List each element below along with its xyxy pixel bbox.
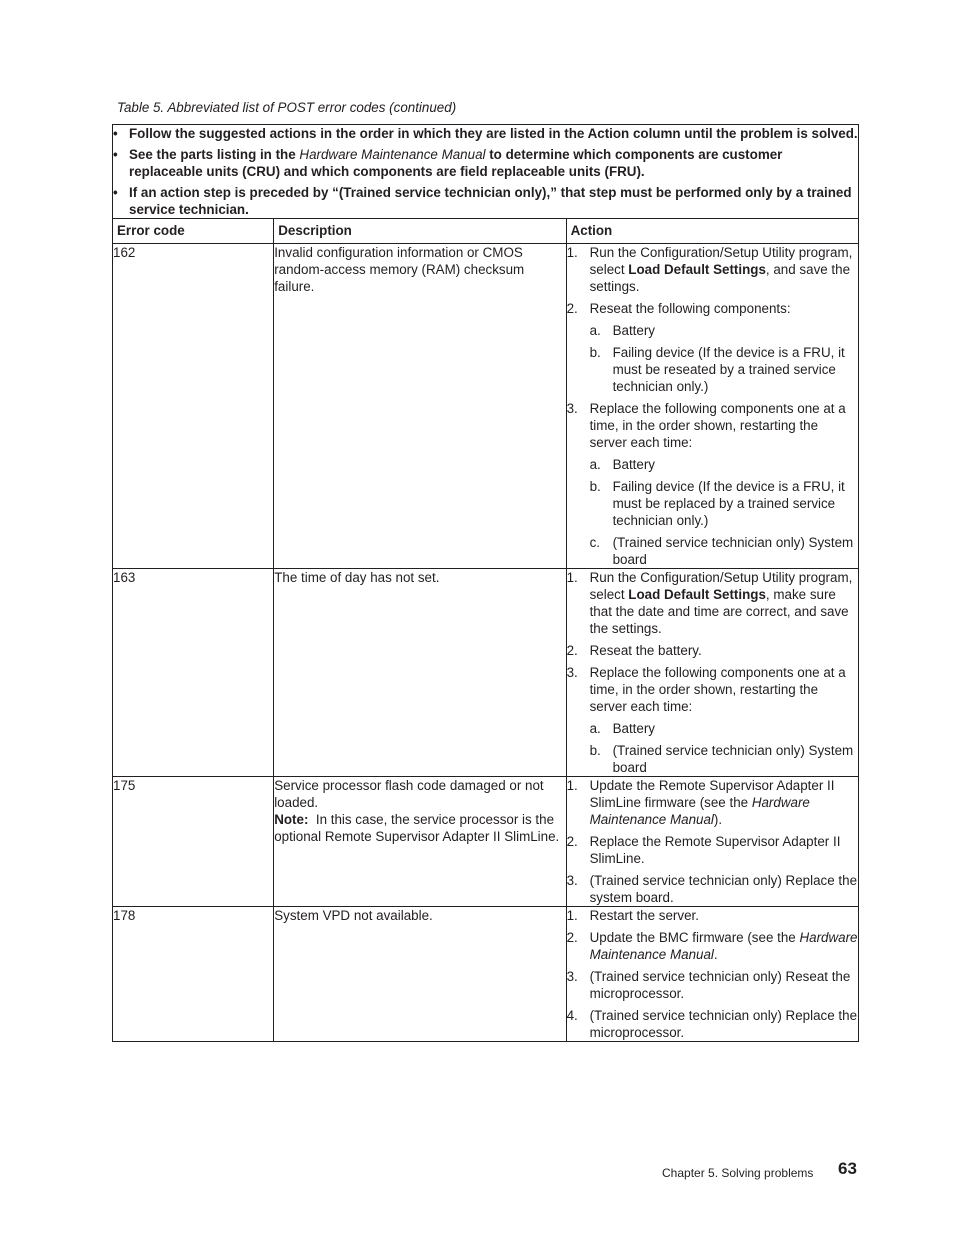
bullet-icon: • [113,185,118,200]
note-text: See the parts listing in the Hardware Maintenance Manual to determine which components are customer replaceable units (CRU) and which components are field replaceable units (FRU). [129,147,783,179]
menu-option: Load Default Settings [628,262,766,277]
sub-step: a. Battery [589,721,655,736]
action-step: 3. (Trained service technician only) Replace the system board. [566,873,858,905]
action-cell [566,907,858,1042]
action-step: 1. Run the Configuration/Setup Utility program, select Load Default Settings, make sure that the date and time are correct, and save the settings. [566,570,853,636]
action-step: 2. Reseat the following components: a. Battery b. Failing device (If the device is a FRU, it must be reseated by a trained service technician only.) [567,300,858,395]
note-text: Follow the suggested actions in the order in which they are listed in the Action column until the problem is solved. [129,126,858,141]
column-header-error-code: Error code [113,219,274,244]
description-cell: Invalid configuration information or CMOS random-access memory (RAM) checksum failure. [274,244,566,569]
bullet-icon: • [113,147,118,162]
column-header-description: Description [274,219,566,244]
error-code-cell: 175 [113,777,274,907]
action-step: 2. Reseat the battery. [566,643,702,658]
page-number: 63 [838,1159,857,1178]
table-row [113,244,859,569]
action-cell [566,777,858,907]
table-row [113,907,859,1042]
chapter-footer: Chapter 5. Solving problems [662,1166,814,1180]
column-header-action: Action [566,219,858,244]
sub-step: a. Battery [589,323,655,338]
description-cell: System VPD not available. [274,907,566,1042]
sub-step: b. Failing device (If the device is a FRU, it must be reseated by a trained service technician only.) [589,345,845,394]
action-step: 3. Replace the following components one at a time, in the order shown, restarting the server each time: a. Battery b. (Trained service technician only) System board [567,664,858,776]
sub-step: a. Battery [589,457,655,472]
table-row [113,777,859,907]
sub-step: c. (Trained service technician only) System board [589,535,854,567]
table-row [113,569,859,777]
error-code-cell: 178 [113,907,274,1042]
error-code-cell: 163 [113,569,274,777]
action-step: 1. Update the Remote Supervisor Adapter II SlimLine firmware (see the Hardware Maintenance Manual). [566,778,835,827]
description-cell: Service processor flash code damaged or not loaded. Note: In this case, the service processor is the optional Remote Supervisor Adapter II SlimLine. [274,777,566,907]
description-cell: The time of day has not set. [274,569,566,777]
notes-cell [113,125,859,219]
action-step: 3. Replace the following components one at a time, in the order shown, restarting the server each time: a. Battery b. Failing device (If the device is a FRU, it must be replaced by a trained service technician only.) c. (Trained service technician only) System board [567,400,858,568]
notes-row [113,125,859,219]
manual-title: Hardware Maintenance Manual [589,930,858,962]
note-text: If an action step is preceded by “(Trained service technician only),” that step must be performed only by a trained service technician. [129,185,852,217]
menu-option: Load Default Settings [628,587,766,602]
action-step: 3. (Trained service technician only) Reseat the microprocessor. [566,969,851,1001]
action-step: 2. Replace the Remote Supervisor Adapter II SlimLine. [566,834,841,866]
note-item [113,146,858,180]
note-item [113,184,858,218]
error-code-cell: 162 [113,244,274,569]
header-row [113,219,859,244]
action-step: 4. (Trained service technician only) Replace the microprocessor. [566,1008,858,1040]
table-caption: Table 5. Abbreviated list of POST error codes (continued) [117,100,457,115]
action-step: 1. Restart the server. [566,908,699,923]
action-cell [566,244,858,569]
sub-step: b. Failing device (If the device is a FRU, it must be replaced by a trained service technician only.) [589,479,845,528]
post-error-codes-table [112,124,859,1042]
manual-title: Hardware Maintenance Manual [299,147,486,162]
bullet-icon: • [113,126,118,141]
manual-title: Hardware Maintenance Manual [589,795,810,827]
action-step: 2. Update the BMC firmware (see the Hardware Maintenance Manual. [566,930,858,962]
note-item [113,125,858,142]
note-label: Note: [274,812,309,827]
action-step: 1. Run the Configuration/Setup Utility program, select Load Default Settings, and save the settings. [566,245,853,294]
action-cell [566,569,858,777]
sub-step: b. (Trained service technician only) System board [589,743,854,775]
